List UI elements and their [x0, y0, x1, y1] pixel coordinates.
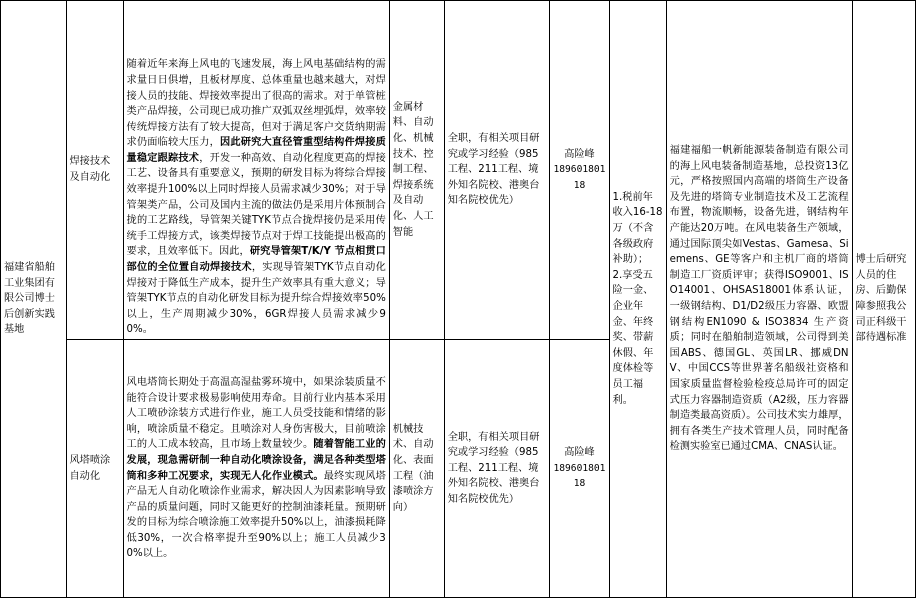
desc-text: 风电塔筒长期处于高温高湿盐雾环境中，如果涂装质量不能符合设计要求极易影响使用寿命。目前行业内基本采用人工喷砂涂装方式进行作业，施工人员受技能和情绪的影响，喷涂质量不稳定。且喷涂对人身伤害极大，目前喷涂工的人工成本较高，且市场上数量较少。: [126, 376, 386, 451]
desc-text: 最终实现风塔产品无人自动化喷涂作业需求，解决因人为因素影响导致产品的质量问题，同时又能更好的控制油漆耗量。预期研发的目标为综合喷涂施工效率提升50%以上，油漆损耗降低30%，一次合格率提升至90%以上；施工人员减少30%以上。: [126, 470, 386, 560]
desc-text-bold: 随着智能工业的发展，现急需研制一种自动化喷涂设备，满足各种类型塔筒和多种工况要求，实现无人化作业模式。: [126, 439, 386, 482]
contact-cell: [550, 1, 609, 340]
topic-cell: 风塔喷涂自动化: [66, 340, 123, 598]
desc-text-bold: 因此研究大直径管重型结构件焊接质量稳定跟踪技术: [126, 137, 386, 164]
desc-text-bold: 研究导管架T/K/Y 节点相贯口部位的全位置自动焊接技术: [126, 246, 386, 274]
topic-cell: 焊接技术及自动化: [66, 1, 123, 340]
description-cell: [123, 340, 389, 598]
major-cell: 金属材料、自动化、机械技术、控制工程、焊接系统及自动化、人工智能: [389, 1, 444, 340]
major-cell: 机械技术、自动化、表面工程（油漆喷涂方向）: [389, 340, 444, 598]
company-cell: 福建省船舶工业集团有限公司博士后创新实践基地: [1, 1, 67, 598]
education-cell: 全职，有相关项目研究或学习经验（985工程、211工程、境外知名院校、港奥台知名院校优先）: [444, 1, 550, 340]
description-cell: [123, 1, 389, 340]
welfare-cell: 博士后研究人员的住房、后勤保障参照我公司正科级干部待遇标准: [852, 1, 915, 598]
contact-cell: [550, 340, 609, 598]
salary-cell: 1.税前年收入16-18万（不含各级政府补助）； 2.享受五险一金、企业年金、年终奖、带薪休假、年度体检等员工福利。: [609, 1, 666, 598]
table-row: [1, 1, 916, 340]
contact-phone: 18960180118: [553, 164, 606, 191]
desc-text: ，开发一种高效、自动化程度更高的焊接工艺、设备具有重要意义，预期的研发目标为将综合焊接效率提升100%以上同时焊接人员需求减少30%；对于导管架类产品，公司及国内主流的做法仍是采用片体预制合拢的工艺路线，导管架关键TYK节点合拢焊接仍是采用传统手工焊接方式，该类焊接节点对于焊工技能提出极高的要求，且效率低下。因此，: [126, 152, 386, 258]
desc-text: 随着近年来海上风电的飞速发展，海上风电基础结构的需求量日日俱增，且板材厚度、总体重量也越来越大，对焊接人员的技能、焊接效率提出了很高的需求。对于单管桩类产品焊接，公司现已成功推广双弧双丝埋弧焊，效率较传统焊接方法有了较大提高，但对于满足客户交货纳期需求仍面临较大压力，: [126, 59, 386, 149]
contact-name: 高险峰: [564, 447, 595, 459]
desc-text: ，实现导管架TYK节点自动化焊接对于降低生产成本，提升生产效率具有重大意义；导管架TYK节点的自动化研发目标为提升综合焊接效率50%以上，生产周期减少30%，6GR焊接人员需求减少90%。: [126, 262, 386, 336]
education-cell: 全职，有相关项目研究或学习经验（985工程、211工程、境外知名院校、港奥台知名院校优先）: [444, 340, 550, 598]
contact-phone: 18960180118: [553, 462, 606, 490]
company-intro-cell: 福建福船一帆新能源装备制造有限公司的海上风电装备制造基地，总投资13亿元，严格按照国内高端的塔筒生产设备及先进的塔筒专业制造技术及工艺流程布置，物流顺畅，设备先进，钢结构年产能达20万吨。在风电装备生产领域，通过国际顶尖如Vestas、Gamesa、Siemens、GE等客户和主机厂商的塔筒制造工厂资质评审；获得ISO9001、ISO14001、OHSAS18001体系认证，一级钢结构、D1/D2级压力容器、欧盟钢结构EN1090 & ISO3834 生产资质；同时在船舶制造领域，公司得到美国ABS、德国GL、英国LR、挪威DNV、中国CCS等世界著名船级社资格和国家质量监督检验检疫总局许可的固定式压力容器制造资质（A2级，压力容器制造类最高资质）。公司技术实力雄厚，拥有各类生产技术管理人员，同时配备检测实验室已通过CMA、CNAS认证。: [666, 1, 852, 598]
contact-name: 高险峰: [564, 148, 595, 160]
